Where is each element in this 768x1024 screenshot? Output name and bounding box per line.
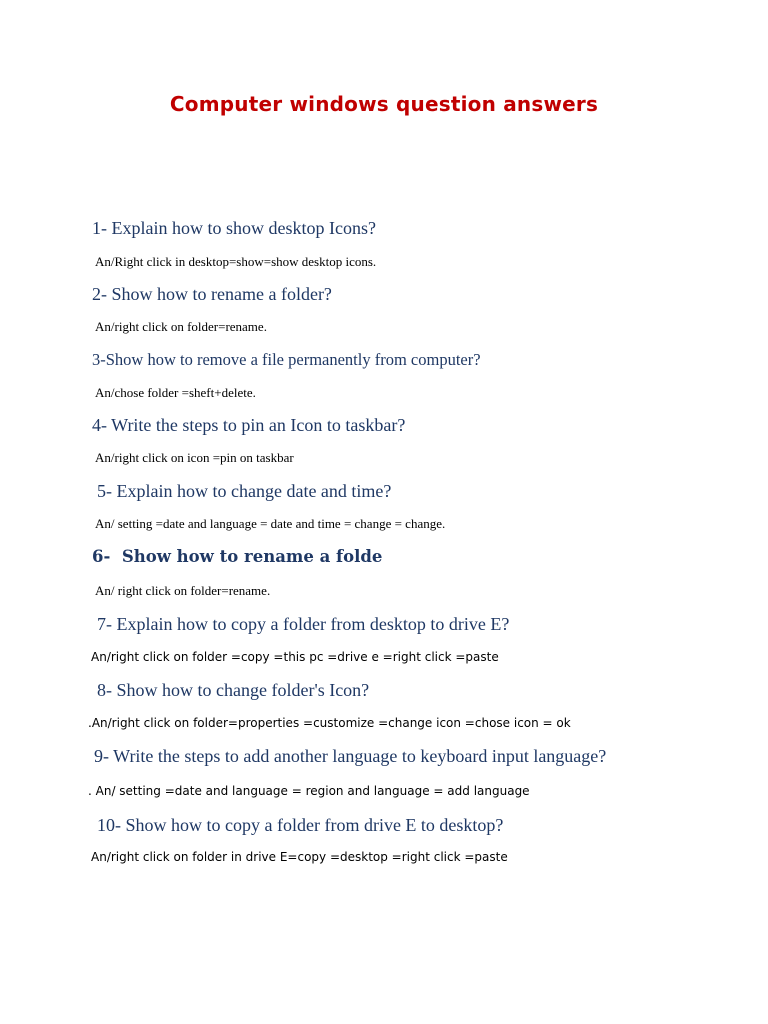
answer-6: An/ right click on folder=rename. — [95, 583, 271, 598]
question-9: 9- Write the steps to add another language to keyboard input language? — [94, 746, 607, 766]
question-5: 5- Explain how to change date and time? — [97, 481, 392, 501]
question-8: 8- Show how to change folder's Icon? — [97, 680, 370, 700]
page-title: Computer windows question answers — [169, 92, 599, 116]
answer-2: An/right click on folder=rename. — [95, 319, 267, 334]
answer-8: .An/right click on folder=properties =customize =change icon =chose icon = ok — [88, 716, 571, 730]
question-10: 10- Show how to copy a folder from drive E to desktop? — [97, 815, 504, 835]
question-1: 1- Explain how to show desktop Icons? — [92, 218, 376, 238]
question-7: 7- Explain how to copy a folder from desktop to drive E? — [97, 614, 510, 634]
question-6: 6- Show how to rename a folde — [92, 547, 383, 566]
answer-5: An/ setting =date and language = date and time = change = change. — [95, 516, 446, 531]
question-3: 3-Show how to remove a file permanently from computer? — [92, 350, 481, 369]
answer-9: . An/ setting =date and language = region and language = add language — [88, 784, 530, 798]
answer-7: An/right click on folder =copy =this pc =drive e =right click =paste — [91, 650, 499, 664]
answer-10: An/right click on folder in drive E=copy =desktop =right click =paste — [91, 850, 508, 864]
question-4: 4- Write the steps to pin an Icon to taskbar? — [92, 415, 406, 435]
answer-1: An/Right click in desktop=show=show desktop icons. — [95, 254, 377, 269]
answer-4: An/right click on icon =pin on taskbar — [95, 450, 294, 465]
question-2: 2- Show how to rename a folder? — [92, 284, 332, 304]
answer-3: An/chose folder =sheft+delete. — [95, 385, 256, 400]
